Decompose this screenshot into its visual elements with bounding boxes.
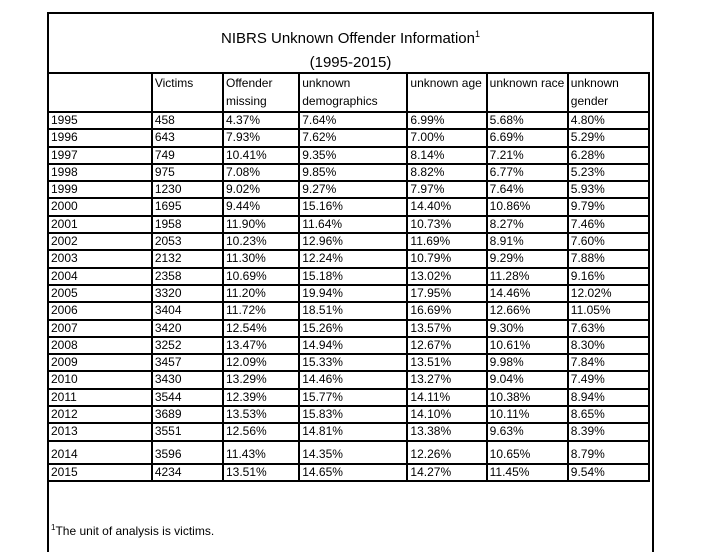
year-cell: 1995 xyxy=(48,112,152,129)
table-cell: 10.65% xyxy=(487,441,568,464)
table-cell: 14.11% xyxy=(407,389,486,406)
table-cell: 6.28% xyxy=(568,147,649,164)
table-cell: 10.23% xyxy=(223,233,299,250)
table-cell: 9.35% xyxy=(299,147,407,164)
table-cell: 975 xyxy=(152,164,223,181)
table-row xyxy=(48,129,649,146)
table-cell: 9.16% xyxy=(568,268,649,285)
table-cell: 5.23% xyxy=(568,164,649,181)
subtitle: (1995-2015) xyxy=(309,54,392,71)
table-cell: 11.72% xyxy=(223,302,299,319)
table-row xyxy=(48,423,649,440)
table-cell: 14.46% xyxy=(487,285,568,302)
title-footnote-marker: 1 xyxy=(475,29,481,39)
table-cell: 7.08% xyxy=(223,164,299,181)
table-cell: 9.44% xyxy=(223,198,299,215)
table-cell: 3551 xyxy=(152,423,223,440)
table-cell: 12.96% xyxy=(299,233,407,250)
table-row xyxy=(48,354,649,371)
column-header: Offender missing xyxy=(223,73,299,112)
year-cell: 2007 xyxy=(48,320,152,337)
table-cell: 3544 xyxy=(152,389,223,406)
table-cell: 3689 xyxy=(152,406,223,423)
table-cell: 7.93% xyxy=(223,129,299,146)
table-cell: 13.53% xyxy=(223,406,299,423)
data-table xyxy=(47,72,650,482)
table-cell: 7.97% xyxy=(407,181,486,198)
table-cell: 12.54% xyxy=(223,320,299,337)
table-row xyxy=(48,268,649,285)
table-cell: 10.73% xyxy=(407,216,486,233)
year-cell: 2006 xyxy=(48,302,152,319)
column-header: unknown age xyxy=(407,73,486,112)
table-cell: 1230 xyxy=(152,181,223,198)
year-cell: 1999 xyxy=(48,181,152,198)
table-cell: 11.45% xyxy=(487,464,568,481)
table-row xyxy=(48,233,649,250)
table-row xyxy=(48,198,649,215)
table-cell: 12.09% xyxy=(223,354,299,371)
table-cell: 8.39% xyxy=(568,423,649,440)
table-cell: 3420 xyxy=(152,320,223,337)
table-cell: 11.20% xyxy=(223,285,299,302)
table-cell: 5.29% xyxy=(568,129,649,146)
column-header: Victims xyxy=(152,73,223,112)
table-row xyxy=(48,302,649,319)
table-cell: 14.81% xyxy=(299,423,407,440)
table-cell: 1695 xyxy=(152,198,223,215)
table-cell: 11.28% xyxy=(487,268,568,285)
year-cell: 2010 xyxy=(48,371,152,388)
table-cell: 5.93% xyxy=(568,181,649,198)
table-cell: 7.46% xyxy=(568,216,649,233)
table-cell: 8.27% xyxy=(487,216,568,233)
table-cell: 15.77% xyxy=(299,389,407,406)
table-cell: 7.88% xyxy=(568,250,649,267)
table-cell: 6.99% xyxy=(407,112,486,129)
table-cell: 6.69% xyxy=(487,129,568,146)
year-cell: 2012 xyxy=(48,406,152,423)
table-cell: 13.51% xyxy=(223,464,299,481)
table-cell: 12.02% xyxy=(568,285,649,302)
table-cell: 2053 xyxy=(152,233,223,250)
table-frame xyxy=(47,12,654,552)
table-cell: 11.05% xyxy=(568,302,649,319)
table-cell: 13.57% xyxy=(407,320,486,337)
table-cell: 13.27% xyxy=(407,371,486,388)
table-cell: 15.83% xyxy=(299,406,407,423)
table-row xyxy=(48,389,649,406)
table-cell: 14.27% xyxy=(407,464,486,481)
table-cell: 9.27% xyxy=(299,181,407,198)
table-cell: 3320 xyxy=(152,285,223,302)
table-row xyxy=(48,320,649,337)
table-row xyxy=(48,285,649,302)
table-cell: 458 xyxy=(152,112,223,129)
table-cell: 14.46% xyxy=(299,371,407,388)
table-cell: 749 xyxy=(152,147,223,164)
table-cell: 11.90% xyxy=(223,216,299,233)
table-cell: 9.04% xyxy=(487,371,568,388)
table-cell: 15.26% xyxy=(299,320,407,337)
table-cell: 10.69% xyxy=(223,268,299,285)
table-row xyxy=(48,181,649,198)
year-cell: 2004 xyxy=(48,268,152,285)
table-cell: 17.95% xyxy=(407,285,486,302)
table-cell: 13.29% xyxy=(223,371,299,388)
table-cell: 9.29% xyxy=(487,250,568,267)
table-cell: 13.51% xyxy=(407,354,486,371)
table-cell: 9.54% xyxy=(568,464,649,481)
table-cell: 8.30% xyxy=(568,337,649,354)
footnote-text: The unit of analysis is victims. xyxy=(55,524,215,538)
table-title xyxy=(49,14,652,73)
table-cell: 10.79% xyxy=(407,250,486,267)
table-cell: 18.51% xyxy=(299,302,407,319)
table-cell: 9.63% xyxy=(487,423,568,440)
title-text: NIBRS Unknown Offender Information xyxy=(220,30,475,47)
table-row xyxy=(48,164,649,181)
table-cell: 4234 xyxy=(152,464,223,481)
table-cell: 9.02% xyxy=(223,181,299,198)
table-cell: 8.79% xyxy=(568,441,649,464)
table-cell: 10.61% xyxy=(487,337,568,354)
table-cell: 15.18% xyxy=(299,268,407,285)
year-cell: 2009 xyxy=(48,354,152,371)
table-cell: 4.37% xyxy=(223,112,299,129)
table-cell: 14.40% xyxy=(407,198,486,215)
table-cell: 7.64% xyxy=(299,112,407,129)
table-cell: 12.56% xyxy=(223,423,299,440)
table-row xyxy=(48,337,649,354)
table-cell: 11.64% xyxy=(299,216,407,233)
table-cell: 8.65% xyxy=(568,406,649,423)
table-row xyxy=(48,371,649,388)
year-cell: 2013 xyxy=(48,423,152,440)
table-row xyxy=(48,406,649,423)
table-cell: 13.47% xyxy=(223,337,299,354)
table-cell: 9.30% xyxy=(487,320,568,337)
table-cell: 15.33% xyxy=(299,354,407,371)
year-cell: 2015 xyxy=(48,464,152,481)
table-cell: 7.00% xyxy=(407,129,486,146)
table-cell: 12.67% xyxy=(407,337,486,354)
table-cell: 10.41% xyxy=(223,147,299,164)
table-cell: 15.16% xyxy=(299,198,407,215)
year-cell: 2003 xyxy=(48,250,152,267)
table-cell: 3596 xyxy=(152,441,223,464)
table-cell: 14.94% xyxy=(299,337,407,354)
table-cell: 3404 xyxy=(152,302,223,319)
table-cell: 16.69% xyxy=(407,302,486,319)
table-row xyxy=(48,464,649,481)
table-row xyxy=(48,147,649,164)
table-cell: 8.94% xyxy=(568,389,649,406)
table-cell: 9.85% xyxy=(299,164,407,181)
table-row xyxy=(48,216,649,233)
table-cell: 8.14% xyxy=(407,147,486,164)
table-cell: 7.60% xyxy=(568,233,649,250)
year-cell: 2002 xyxy=(48,233,152,250)
column-header xyxy=(48,73,152,112)
table-cell: 19.94% xyxy=(299,285,407,302)
table-cell: 7.62% xyxy=(299,129,407,146)
footnote-marker: 1 xyxy=(51,523,56,532)
table-cell: 14.35% xyxy=(299,441,407,464)
table-cell: 12.39% xyxy=(223,389,299,406)
year-cell: 1996 xyxy=(48,129,152,146)
table-cell: 3252 xyxy=(152,337,223,354)
table-cell: 14.10% xyxy=(407,406,486,423)
table-cell: 1958 xyxy=(152,216,223,233)
table-row xyxy=(48,112,649,129)
table-cell: 5.68% xyxy=(487,112,568,129)
table-cell: 7.84% xyxy=(568,354,649,371)
table-row xyxy=(48,250,649,267)
table-cell: 11.30% xyxy=(223,250,299,267)
year-cell: 2001 xyxy=(48,216,152,233)
table-row xyxy=(48,441,649,464)
table-cell: 11.69% xyxy=(407,233,486,250)
table-cell: 2358 xyxy=(152,268,223,285)
table-cell: 7.21% xyxy=(487,147,568,164)
table-cell: 4.80% xyxy=(568,112,649,129)
year-cell: 1997 xyxy=(48,147,152,164)
year-cell: 2005 xyxy=(48,285,152,302)
table-cell: 10.86% xyxy=(487,198,568,215)
table-cell: 9.79% xyxy=(568,198,649,215)
year-cell: 1998 xyxy=(48,164,152,181)
table-cell: 8.82% xyxy=(407,164,486,181)
table-cell: 7.64% xyxy=(487,181,568,198)
table-cell: 9.98% xyxy=(487,354,568,371)
table-cell: 7.49% xyxy=(568,371,649,388)
year-cell: 2008 xyxy=(48,337,152,354)
column-header: unknown gender xyxy=(568,73,649,112)
header-row xyxy=(48,73,649,112)
column-header: unknown race xyxy=(487,73,568,112)
table-cell: 10.38% xyxy=(487,389,568,406)
table-cell: 12.24% xyxy=(299,250,407,267)
table-cell: 6.77% xyxy=(487,164,568,181)
footnote xyxy=(49,523,214,538)
table-cell: 10.11% xyxy=(487,406,568,423)
table-cell: 3430 xyxy=(152,371,223,388)
column-header: unknown demographics xyxy=(299,73,407,112)
table-cell: 2132 xyxy=(152,250,223,267)
year-cell: 2011 xyxy=(48,389,152,406)
year-cell: 2000 xyxy=(48,198,152,215)
table-cell: 13.38% xyxy=(407,423,486,440)
table-cell: 11.43% xyxy=(223,441,299,464)
table-cell: 12.26% xyxy=(407,441,486,464)
table-cell: 7.63% xyxy=(568,320,649,337)
table-cell: 8.91% xyxy=(487,233,568,250)
table-cell: 3457 xyxy=(152,354,223,371)
year-cell: 2014 xyxy=(48,441,152,464)
table-cell: 14.65% xyxy=(299,464,407,481)
table-cell: 12.66% xyxy=(487,302,568,319)
table-cell: 643 xyxy=(152,129,223,146)
table-cell: 13.02% xyxy=(407,268,486,285)
